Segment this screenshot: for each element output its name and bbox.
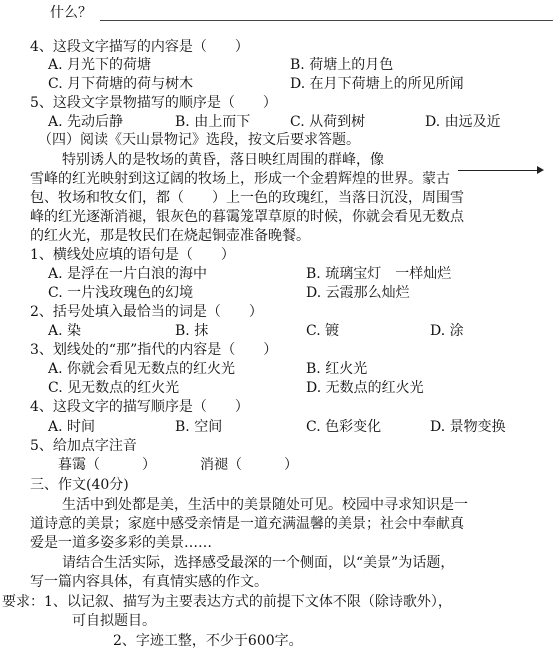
sub-question-2-stem: 2、括号处填入最恰当的词是（ ） — [30, 304, 263, 320]
passage-line-2: 雪峰的红光映射到这辽阔的牧场上，形成一个金碧辉煌的世界。蒙古 — [30, 171, 450, 187]
sub-question-1-option-c: C. 一片浅玫瑰色的幻境 — [48, 285, 194, 301]
sub-question-2-option-b: B. 抹 — [175, 323, 209, 339]
question-4-option-b: B. 荷塘上的月色 — [290, 57, 394, 73]
sub-question-3-option-d: D. 无数点的红火光 — [306, 380, 424, 396]
pinyin-word-2: 消褪（ ） — [200, 457, 298, 473]
requirement-2: 2、字迹工整，不少于600字。 — [113, 633, 303, 649]
question-5-option-b: B. 由上而下 — [175, 114, 251, 130]
sub-question-1-stem: 1、横线处应填的语句是（ ） — [30, 247, 235, 263]
composition-p2-line-2: 写一篇内容具体，有真情实感的作文。 — [30, 574, 268, 590]
sub-question-4-option-c: C. 色彩变化 — [306, 419, 382, 435]
question-4-option-d: D. 在月下荷塘上的所见所闻 — [290, 76, 464, 92]
divider-line — [100, 20, 553, 21]
sub-question-4-option-d: D. 景物变换 — [430, 419, 506, 435]
sub-question-4-option-b: B. 空间 — [175, 419, 223, 435]
sub-question-1-option-b: B. 琉璃宝灯 一样灿烂 — [306, 266, 452, 282]
passage-line-1: 特别诱人的是牧场的黄昏，落日映红周围的群峰，像 — [62, 152, 384, 168]
sub-question-3-option-c: C. 见无数点的红火光 — [48, 380, 180, 396]
composition-p2-line-1: 请结合生活实际，选择感受最深的一个侧面，以“美景”为话题， — [62, 555, 455, 571]
sub-question-1-option-d: D. 云霞那么灿烂 — [306, 285, 410, 301]
sub-question-3-stem: 3、划线处的“那”指代的内容是（ ） — [30, 342, 278, 358]
composition-p1-line-2: 道诗意的美景；家庭中感受亲情是一道充满温馨的美景；社会中奉献真 — [30, 516, 464, 532]
sub-question-5-stem: 5、给加点字注音 — [30, 438, 137, 454]
sub-question-3-option-a: A. 你就会看见无数点的红火光 — [48, 361, 236, 377]
arrow-icon — [537, 166, 544, 174]
continuation-text: 什么？ — [50, 5, 92, 21]
sub-question-4-option-a: A. 时间 — [48, 419, 96, 435]
sub-question-1-option-a: A. 是浮在一片白浪的海中 — [48, 266, 208, 282]
pinyin-word-1: 暮霭（ ） — [58, 457, 156, 473]
question-4-option-a: A. 月光下的荷塘 — [48, 57, 152, 73]
composition-heading: 三、作文(40分) — [30, 477, 129, 493]
sub-question-3-option-b: B. 红火光 — [306, 361, 368, 377]
sub-question-2-option-d: D. 涂 — [430, 323, 464, 339]
question-4-option-c: C. 月下荷塘的荷与树木 — [48, 76, 194, 92]
question-4-stem: 4、这段文字描写的内容是（ ） — [30, 39, 249, 55]
section-4-heading: （四）阅读《天山景物记》选段，按文后要求答题。 — [38, 132, 360, 148]
question-5-option-a: A. 先动后静 — [48, 114, 124, 130]
passage-line-3: 包、牧场和牧女们，都（ ）上一色的玫瑰红，当落日沉没，周围雪 — [30, 190, 464, 206]
composition-p1-line-1: 生活中到处都是美，生活中的美景随处可见。校园中寻求知识是一 — [62, 497, 468, 513]
question-5-option-c: C. 从荷到树 — [290, 114, 366, 130]
passage-line-5: 的红火光，那是牧民们在烧起铜壶准备晚餐。 — [30, 228, 310, 244]
requirement-1: 要求：1、以记叙、描写为主要表达方式的前提下文体不限（除诗歌外）， — [2, 594, 452, 610]
sub-question-4-stem: 4、这段文字的描写顺序是（ ） — [30, 399, 249, 415]
question-5-option-d: D. 由远及近 — [425, 114, 501, 130]
question-5-stem: 5、这段文字景物描写的顺序是（ ） — [30, 95, 277, 111]
sub-question-2-option-c: C. 镀 — [306, 323, 340, 339]
requirement-1-cont: 可自拟题目。 — [72, 613, 156, 629]
sub-question-2-option-a: A. 染 — [48, 323, 82, 339]
passage-line-4: 峰的红光逐渐消褪，银灰色的暮霭笼罩草原的时候，你就会看见无数点 — [30, 209, 464, 225]
fill-in-blank-line — [458, 170, 540, 171]
composition-p1-line-3: 爱是一道多姿多彩的美景…… — [30, 535, 212, 551]
